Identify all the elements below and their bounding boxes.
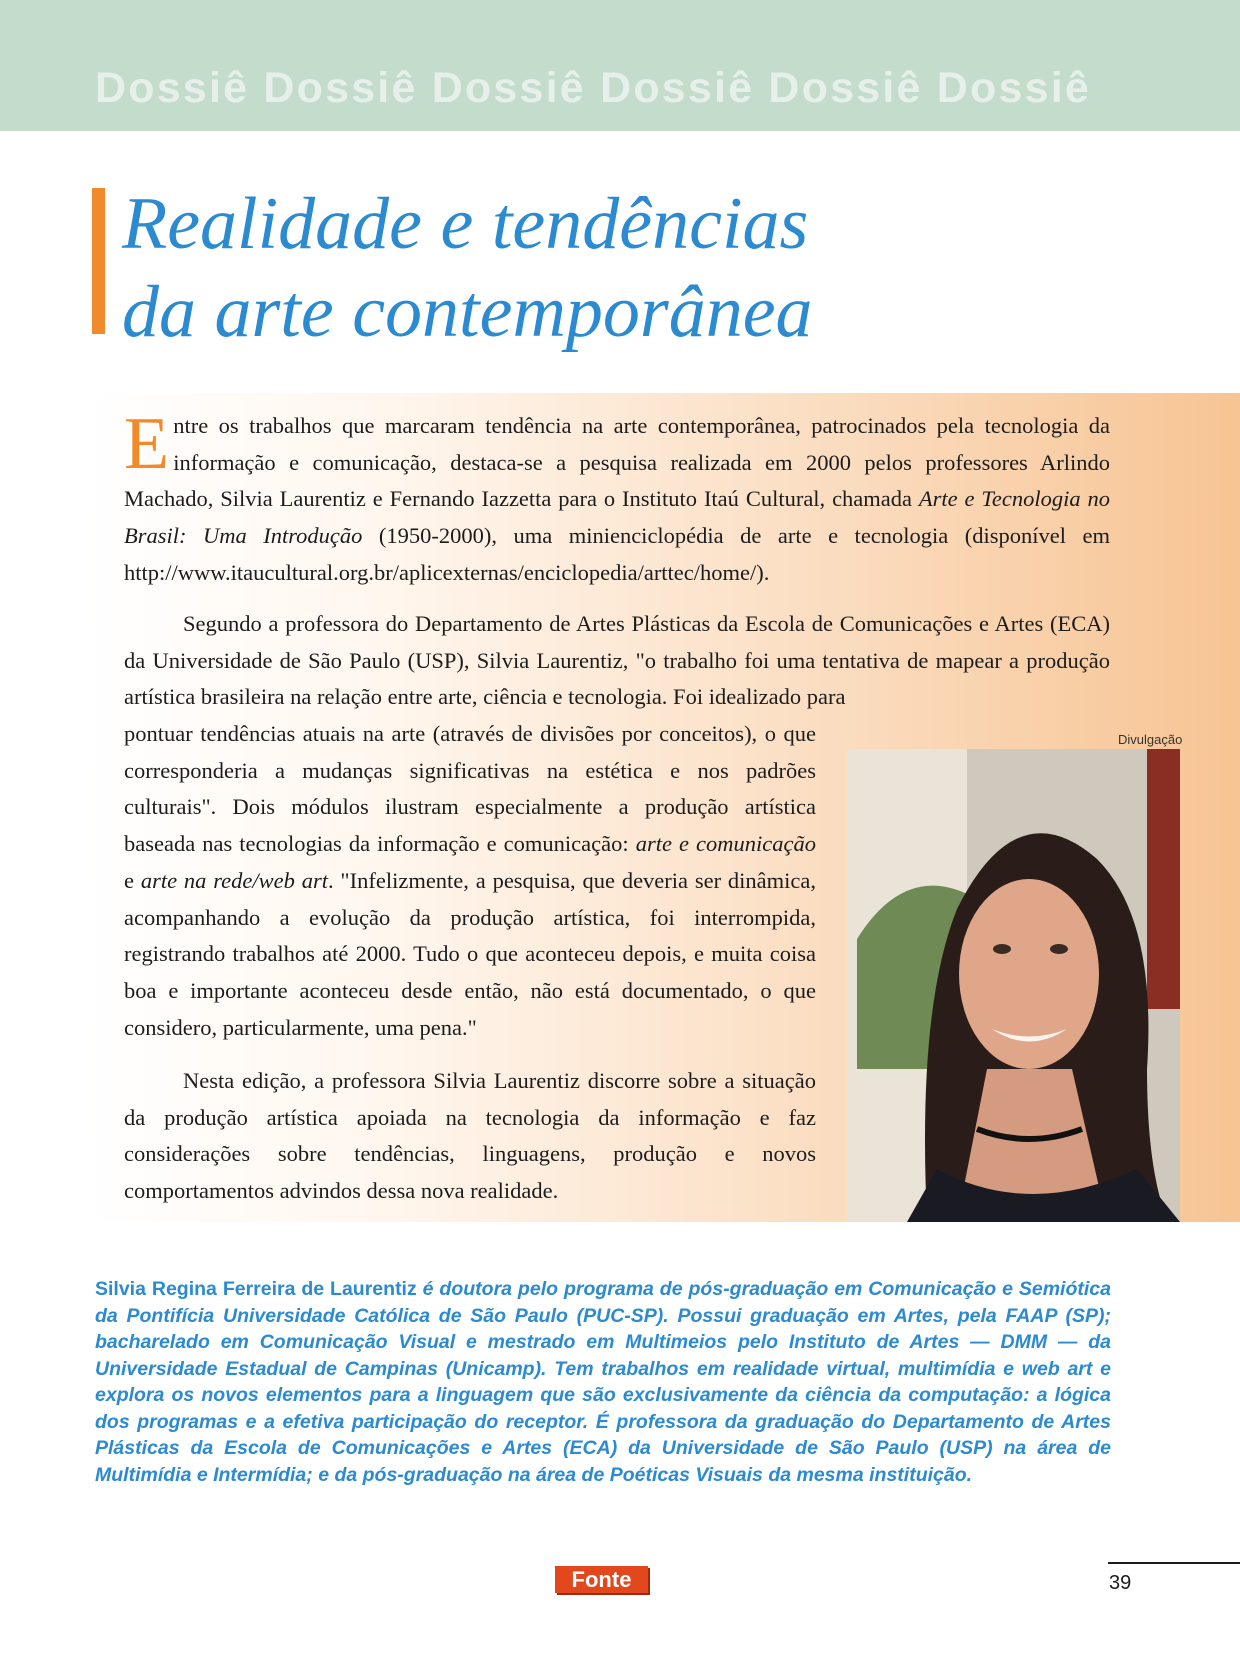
drop-cap: E bbox=[124, 403, 170, 485]
p2-text-mid: e bbox=[124, 867, 141, 893]
p1-text-a: ntre os trabalhos que marcaram tendência na arte contemporânea, patrocinados pela tecnologia da informação e comunicação, destaca-se a pesquisa realizada em 2000 pelos professores Arlindo Machado, Silvia Laurentiz e Fernando Iazzetta para o Instituto Itaú Cultural, chamada bbox=[124, 413, 1110, 512]
p2-italic-2: arte na rede/web art bbox=[140, 867, 328, 893]
portrait-photo bbox=[847, 749, 1180, 1222]
p2-text-b: . "Infelizmente, a pesquisa, que deveria ser dinâmica, acompanhando a evolução da produção artística, foi interrompida, registrando trabalhos até 2000. Tudo o que aconteceu depois, e muita coisa boa e importante aconteceu desde então, não está documentado, o que considero, particularmente, uma pena." bbox=[124, 867, 817, 1040]
page-number: 39 bbox=[1109, 1572, 1132, 1594]
author-name: Silvia Regina Ferreira de Laurentiz bbox=[95, 1278, 417, 1300]
intro-paragraph-3: Nesta edição, a professora Silvia Laurentiz discorre sobre a situação da produção artística apoiada na tecnologia da informação e faz considerações sobre tendências, linguagens, produção e novos comportamentos advindos dessa nova realidade. bbox=[124, 1068, 816, 1204]
intro-paragraph-1 bbox=[124, 403, 1110, 592]
p2-text-a: pontuar tendências atuais na arte (através de divisões por conceitos), o que corresponderia a mudanças significativas na estética e nos padrões culturais". Dois módulos ilustram especialmente a produção artística baseada nas tecnologias da informação e comunicação: bbox=[124, 721, 816, 857]
author-bio bbox=[95, 1276, 1111, 1488]
portrait-illustration bbox=[847, 749, 1180, 1222]
intro-paragraph-2-continued bbox=[124, 716, 816, 1046]
author-bio-text: é doutora pelo programa de pós-graduação em Comunicação e Semiótica da Pontifícia Universidade Católica de São Paulo (PUC-SP). Possui graduação em Artes, pela FAAP (SP); bacharelado em Comunicação Visual e mestrado em Multimeios pelo Instituto de Artes — DMM — da Universidade Estadual de Campinas (Unicamp). Tem trabalhos em realidade virtual, multimídia e web art e explora os novos elementos para a linguagem que são exclusivamente da ciência da computação: a lógica dos programas e a efetiva participação do receptor. É professora da graduação do Departamento de Artes Plásticas da Escola de Comunicações e Artes (ECA) da Universidade de São Paulo (USP) na área de Multimídia e Intermídia; e da pós-graduação na área de Poéticas Visuais da mesma instituição. bbox=[95, 1278, 1111, 1486]
section-header-band bbox=[0, 0, 1240, 131]
photo-credit: Divulgação bbox=[1118, 732, 1183, 747]
title-line-1: Realidade e tendências bbox=[122, 183, 809, 265]
footer-rule bbox=[1108, 1562, 1240, 1564]
p1-text-b: (1950-2000), uma minienciclopédia de arte e tecnologia (disponível em http://www.itaucultural.org.br/aplicexternas/enciclopedia/arttec/home/). bbox=[124, 523, 1110, 585]
section-label: Dossiê Dossiê Dossiê Dossiê Dossiê Dossiê bbox=[95, 64, 1091, 112]
title-accent-bar bbox=[92, 188, 105, 334]
article-title bbox=[122, 180, 813, 356]
intro-paragraph-2: Segundo a professora do Departamento de Artes Plásticas da Escola de Comunicações e Artes (ECA) da Universidade de São Paulo (USP), Silvia Laurentiz, "o trabalho foi uma tentativa de mapear a produção artística brasileira na relação entre arte, ciência e tecnologia. Foi idealizado para bbox=[124, 611, 1110, 710]
fonte-logo: Fonte bbox=[555, 1566, 648, 1593]
p1-italic-title: Arte e Tecnologia no Brasil: Uma Introdução bbox=[124, 486, 1110, 549]
title-line-2: da arte contemporânea bbox=[122, 271, 813, 353]
p2-italic-1: arte e comunicação bbox=[635, 831, 816, 857]
